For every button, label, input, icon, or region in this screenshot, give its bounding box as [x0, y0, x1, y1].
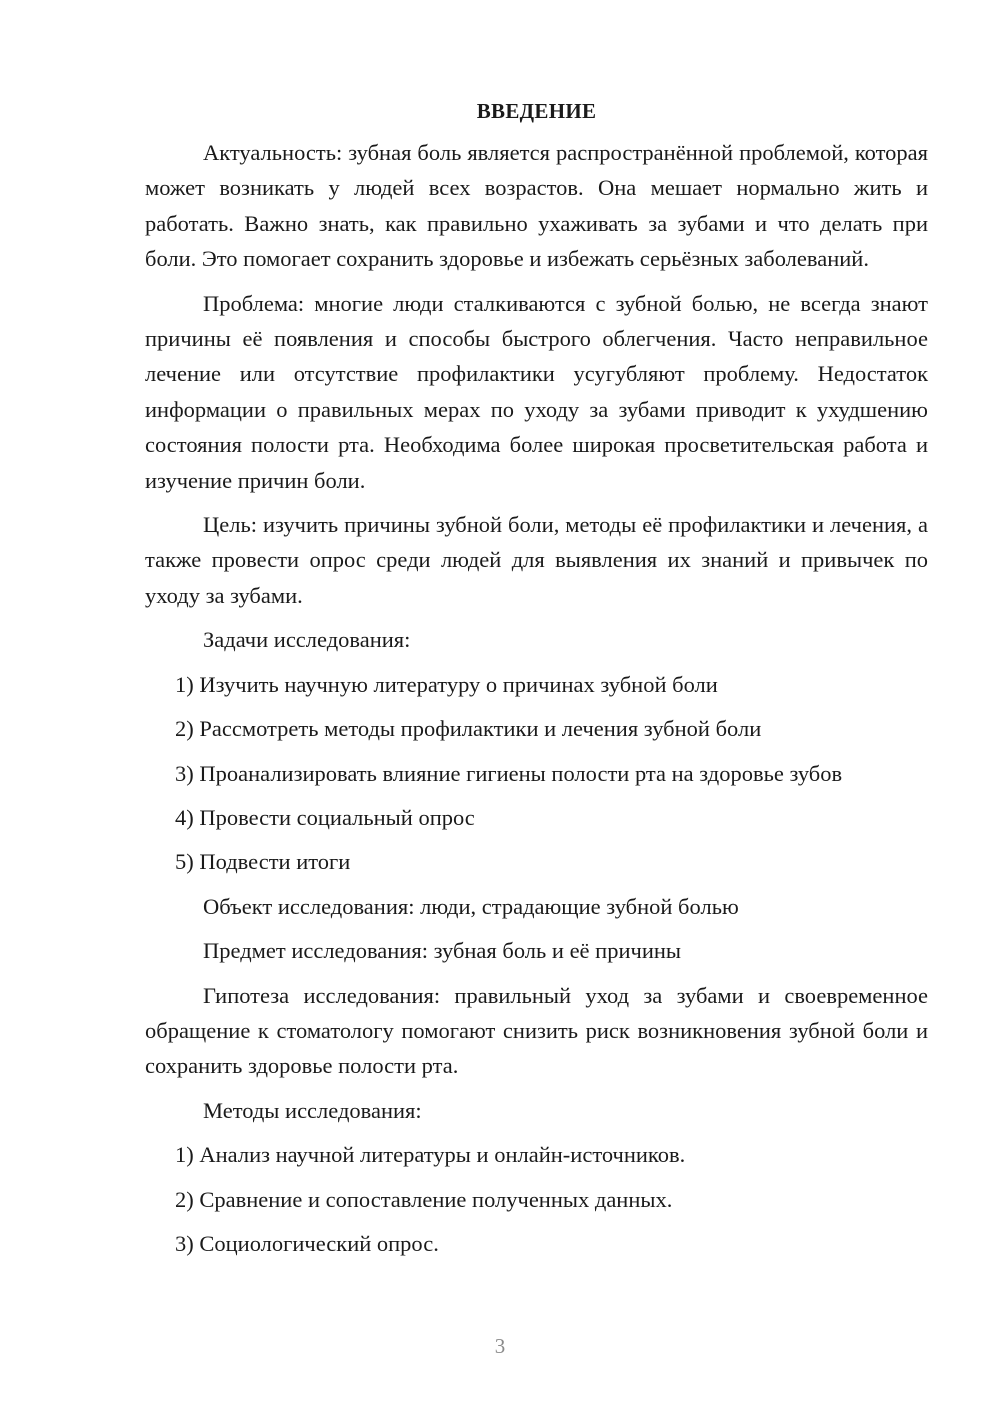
task-item: 5) Подвести итоги [175, 849, 351, 875]
methods-heading: Методы исследования: [203, 1097, 422, 1123]
method-item: 1) Анализ научной литературы и онлайн-источников. [175, 1142, 686, 1168]
object-line: Объект исследования: люди, страдающие зубной болью [203, 893, 739, 919]
section-title: ВВЕДЕНИЕ [476, 99, 597, 123]
method-item: 2) Сравнение и сопоставление полученных данных. [175, 1186, 673, 1212]
task-item: 2) Рассмотреть методы профилактики и лечения зубной боли [175, 716, 762, 742]
hypothesis-paragraph: Гипотеза исследования: правильный уход за зубами и своевременное обращение к стоматологу помогают снизить риск возникновения зубной боли и сохранить здоровье полости рта. [145, 982, 928, 1079]
task-item: 1) Изучить научную литературу о причинах зубной боли [175, 671, 718, 697]
task-item: 4) Провести социальный опрос [175, 804, 475, 830]
problem-paragraph: Проблема: многие люди сталкиваются с зубной болью, не всегда знают причины её появления и способы быстрого облегчения. Часто неправильное лечение или отсутствие профилактики усугубляют проблему. Недостаток информации о правильных мерах по уходу за зубами приводит к ухудшению состояния полости рта. Необходима более широкая просветительская работа и изучение причин боли. [145, 290, 928, 493]
document-page [145, 96, 928, 1270]
tasks-heading: Задачи исследования: [203, 627, 411, 653]
method-item: 3) Социологический опрос. [175, 1230, 439, 1256]
task-item: 3) Проанализировать влияние гигиены полости рта на здоровье зубов [175, 760, 843, 786]
relevance-paragraph: Актуальность: зубная боль является распространённой проблемой, которая может возникать у людей всех возрастов. Она мешает нормально жить и работать. Важно знать, как правильно ухаживать за зубами и что делать при боли. Это помогает сохранить здоровье и избежать серьёзных заболеваний. [145, 140, 928, 272]
subject-line: Предмет исследования: зубная боль и её причины [203, 938, 682, 964]
goal-paragraph: Цель: изучить причины зубной боли, методы её профилактики и лечения, а также провести опрос среди людей для выявления их знаний и привычек по уходу за зубами. [145, 512, 928, 608]
page-number: 3 [494, 1334, 506, 1358]
